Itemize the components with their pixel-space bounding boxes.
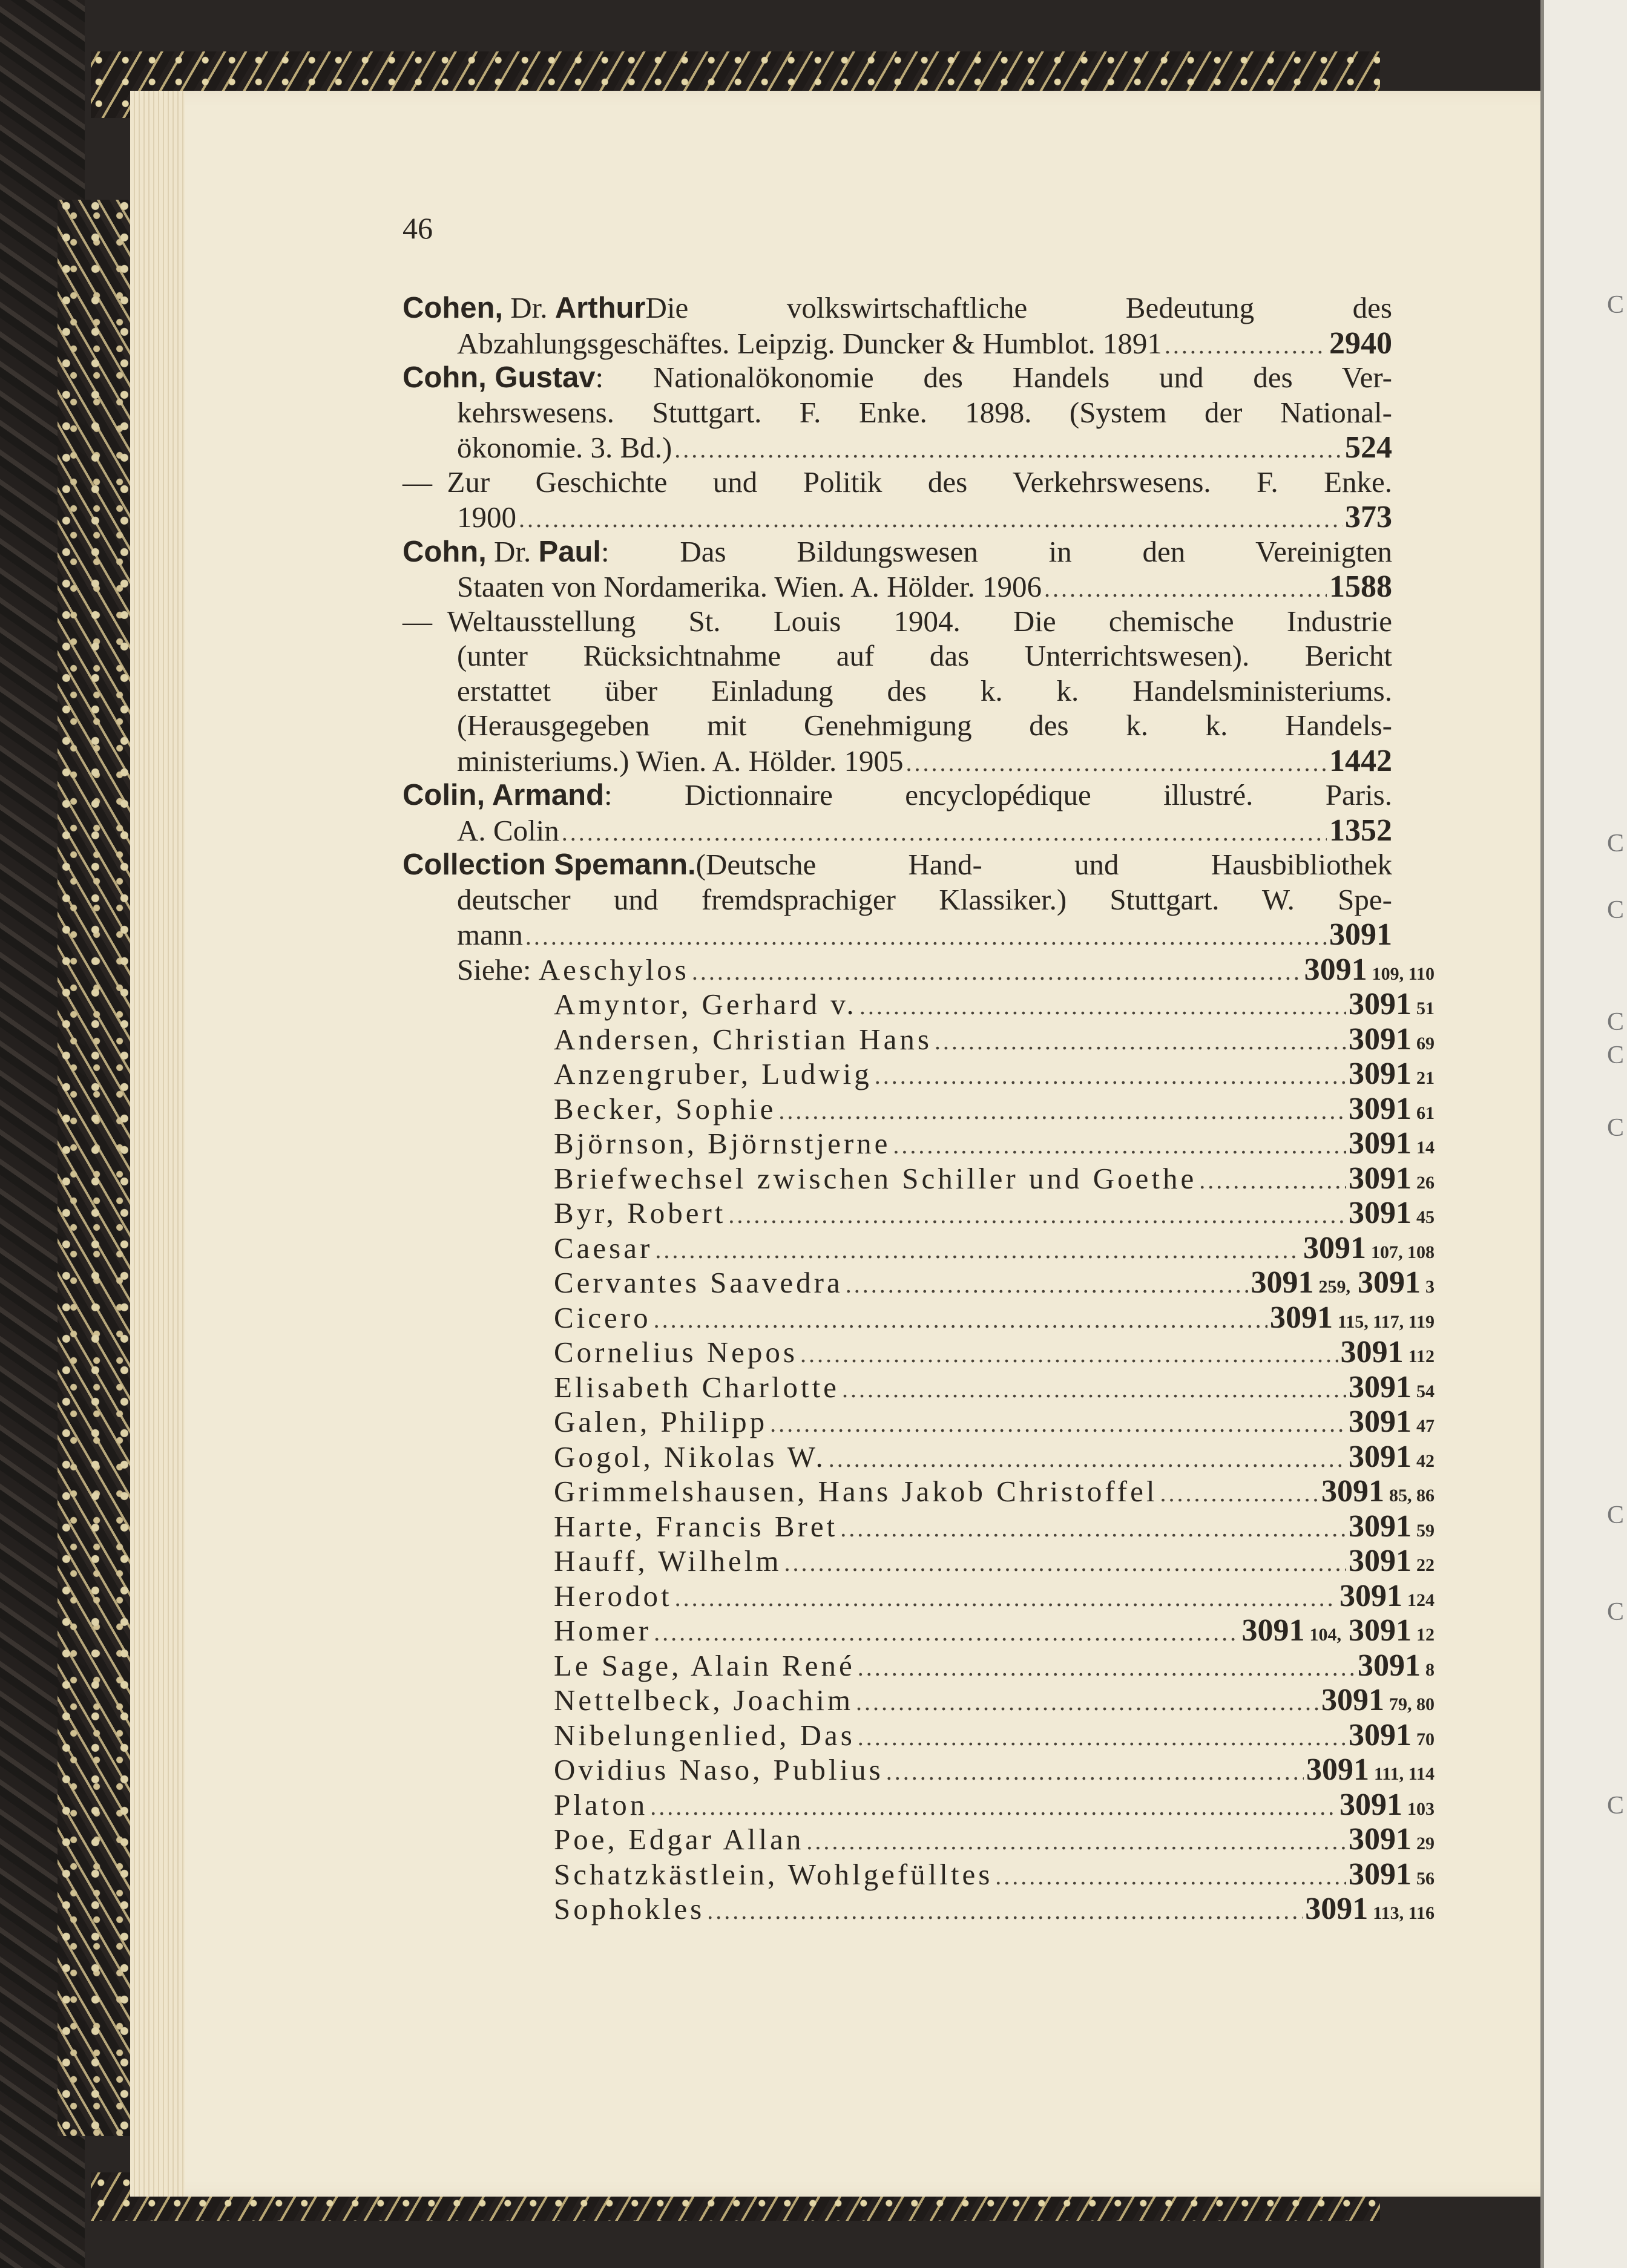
work-title: Grimmelshausen, Hans Jakob Christoffel [554, 1475, 1158, 1508]
volume-number: 26 [1416, 1172, 1435, 1193]
leader-dots [655, 1236, 1301, 1264]
catalog-number: 3091 [1304, 952, 1367, 987]
catalog-number: 3091 [1339, 1787, 1402, 1822]
leader-dots [1199, 1166, 1346, 1195]
page-number: 46 [403, 211, 433, 245]
leader-dots [1044, 574, 1327, 603]
work-title: Platon [554, 1788, 648, 1821]
work-title: Byr, Robert [554, 1196, 726, 1230]
catalog-number: 3091 [1303, 1230, 1366, 1265]
volume-number: 124 [1407, 1590, 1435, 1610]
work-title: Schatzkästlein, Wohlgefülltes [554, 1857, 993, 1891]
entry-last-line [457, 326, 1392, 362]
siehe-list-item [554, 1613, 1435, 1649]
entry-text: 1900 [457, 500, 516, 534]
leader-dots [675, 1584, 1337, 1612]
author-name: Cohen, [403, 292, 504, 324]
author-given-name: Paul [538, 535, 602, 568]
volume-number: 115, 117, 119 [1337, 1311, 1435, 1332]
catalog-number: 3091 [1321, 1474, 1384, 1509]
siehe-list-item [554, 1161, 1435, 1197]
entry-text: : Dictionnaire encyclopédique illustré. Paris. [604, 778, 1392, 811]
volume-number: 259, [1318, 1277, 1350, 1297]
facing-page-letter: C [1607, 291, 1625, 319]
siehe-list-item [554, 1091, 1435, 1127]
volume-number: 42 [1416, 1450, 1435, 1471]
facing-page-letter: C [1607, 1792, 1625, 1820]
entry-last-line [457, 743, 1392, 779]
catalog-number: 3091 [1305, 1892, 1369, 1926]
siehe-list-item [554, 1787, 1435, 1823]
leader-dots [842, 1375, 1346, 1403]
catalog-number-2: 3091 [1349, 1613, 1412, 1648]
leader-dots [800, 1340, 1338, 1368]
work-title: Poe, Edgar Allan [554, 1823, 804, 1856]
entry-text: (unter Rücksichtnahme auf das Unterrichtswesen). Bericht [457, 639, 1392, 672]
leader-dots [784, 1549, 1347, 1577]
catalog-number: 373 [1345, 500, 1392, 534]
work-title: Briefwechsel zwischen Schiller und Goethe [554, 1161, 1197, 1195]
entry-text: kehrswesens. Stuttgart. F. Enke. 1898. (System der National- [457, 395, 1392, 429]
volume-number: 69 [1416, 1033, 1435, 1054]
author-name: Colin, Armand [403, 779, 605, 811]
siehe-list-item [554, 1682, 1435, 1719]
work-title: Gogol, Nikolas W. [554, 1440, 826, 1473]
facing-page-letter: C [1607, 1041, 1625, 1069]
entry-line [457, 395, 1392, 431]
leader-dots [906, 749, 1327, 777]
volume-number: 22 [1416, 1555, 1435, 1575]
work-title: Hauff, Wilhelm [554, 1544, 782, 1578]
catalog-number: 524 [1345, 430, 1392, 465]
volume-number: 56 [1416, 1868, 1435, 1889]
entry-text: deutscher und fremdsprachiger Klassiker.) Stuttgart. W. Spe- [457, 882, 1392, 916]
volume-number: 21 [1416, 1068, 1435, 1088]
entry-text: Die volkswirtschaftliche Bedeutung des [645, 291, 1392, 324]
catalog-number: 3091 [1340, 1335, 1404, 1369]
catalog-number: 3091 [1349, 987, 1412, 1021]
entry-text: mann [457, 918, 523, 951]
leader-dots [707, 1896, 1303, 1925]
leader-dots [562, 818, 1327, 847]
siehe-list-item [554, 1265, 1435, 1301]
siehe-list-item [554, 1056, 1435, 1092]
siehe-label: Siehe: [457, 952, 539, 986]
entry-line [457, 882, 1392, 919]
volume-number-2: 3 [1425, 1277, 1435, 1297]
work-title: Cervantes Saavedra [554, 1266, 843, 1299]
siehe-list-item [554, 1439, 1435, 1475]
catalog-number: 1442 [1329, 743, 1392, 778]
leader-dots [728, 1201, 1346, 1229]
entry-text: Abzahlungsgeschäftes. Leipzig. Duncker & Humblot. 1891 [457, 326, 1162, 360]
catalog-number: 3091 [1349, 1126, 1412, 1161]
volume-number: 103 [1407, 1798, 1435, 1819]
entry-line [457, 638, 1392, 675]
volume-number: 59 [1416, 1520, 1435, 1541]
entry-text: ökonomie. 3. Bd.) [457, 431, 672, 464]
catalog-number: 3091 [1349, 1021, 1412, 1057]
volume-number: 47 [1416, 1416, 1435, 1436]
work-title: Homer [554, 1614, 652, 1647]
volume-number: 107, 108 [1371, 1242, 1435, 1262]
catalog-number: 3091 [1349, 1857, 1412, 1892]
work-title: Elisabeth Charlotte [554, 1370, 840, 1404]
work-title: Becker, Sophie [554, 1092, 777, 1126]
work-title: Caesar [554, 1231, 653, 1265]
entry-text: (Deutsche Hand- und Hausbibliothek [695, 848, 1392, 881]
catalog-number: 3091 [1349, 1509, 1412, 1544]
catalog-number: 1588 [1329, 569, 1392, 604]
siehe-list-item [554, 986, 1435, 1023]
leader-dots [674, 435, 1343, 464]
siehe-list-item [554, 1821, 1435, 1858]
volume-number: 109, 110 [1372, 963, 1435, 984]
entry-text: : Nationalökonomie des Handels und des Ver- [595, 361, 1392, 394]
leader-dots [654, 1618, 1239, 1647]
catalog-number: 3091 [1306, 1752, 1369, 1787]
entry-last-line [457, 917, 1392, 953]
catalog-number: 3091 [1349, 1439, 1412, 1474]
volume-number: 79, 80 [1389, 1694, 1435, 1714]
siehe-list-item [554, 1300, 1435, 1336]
work-title: Herodot [554, 1579, 672, 1613]
volume-number: 111, 114 [1373, 1764, 1435, 1784]
leader-dots [995, 1862, 1346, 1890]
entry-last-line [457, 813, 1392, 849]
leader-dots [875, 1061, 1346, 1090]
facing-page-letter: C [1607, 1501, 1625, 1529]
catalog-number: 3091 [1358, 1648, 1421, 1683]
catalog-number: 3091 [1349, 1822, 1412, 1857]
siehe-list-item [554, 1717, 1435, 1754]
siehe-list-item [554, 1752, 1435, 1788]
volume-number: 8 [1425, 1659, 1435, 1680]
work-title: Harte, Francis Bret [554, 1509, 838, 1543]
siehe-list-item [554, 1543, 1435, 1579]
entry-line [403, 360, 1392, 396]
siehe-list-item [554, 1195, 1435, 1231]
entry-text: Zur Geschichte und Politik des Verkehrswesens. F. Enke. [447, 465, 1392, 499]
entry-text: A. Colin [457, 813, 559, 847]
siehe-list-item [554, 1369, 1435, 1406]
leader-dots [886, 1757, 1304, 1786]
entry-last-line [457, 430, 1392, 466]
leader-dots [692, 957, 1302, 986]
work-title: Galen, Philipp [554, 1405, 768, 1438]
leader-dots [829, 1444, 1346, 1473]
catalog-number: 3091 [1349, 1369, 1412, 1404]
volume-number: 54 [1416, 1381, 1435, 1401]
work-title: Sophokles [554, 1892, 705, 1926]
volume-number: 51 [1416, 998, 1435, 1018]
catalog-number: 3091 [1349, 1544, 1412, 1578]
volume-number: 112 [1408, 1346, 1435, 1366]
work-title: Aeschylos [538, 952, 689, 986]
siehe-list-item [554, 1891, 1435, 1927]
author-name: Collection Spemann. [403, 848, 696, 881]
entry-text: (Herausgegeben mit Genehmigung des k. k. Handels- [457, 709, 1392, 742]
work-title: Björnson, Björnstjerne [554, 1127, 891, 1160]
author-name: Cohn, Gustav [403, 361, 596, 394]
facing-page-letter: C [1607, 1598, 1625, 1626]
author-title: Dr. [486, 534, 539, 568]
entry-line [403, 778, 1392, 814]
entry-text: ministeriums.) Wien. A. Hölder. 1905 [457, 744, 904, 778]
entry-last-line [457, 499, 1392, 536]
catalog-number: 3091 [1349, 1091, 1412, 1126]
work-title: Nettelbeck, Joachim [554, 1683, 854, 1717]
entry-text: : Das Bildungswesen in den Vereinigten [601, 534, 1392, 568]
entry-line [403, 604, 1392, 640]
leader-dots [840, 1514, 1346, 1542]
work-title: Ovidius Naso, Publius [554, 1753, 884, 1786]
work-title: Cicero [554, 1300, 651, 1334]
siehe-list-item [554, 1578, 1435, 1614]
catalog-number: 3091 [1251, 1265, 1314, 1300]
volume-number: 45 [1416, 1207, 1435, 1227]
facing-page-letter: C [1607, 1008, 1625, 1036]
work-title: Nibelungenlied, Das [554, 1718, 855, 1752]
leader-dots [1165, 331, 1327, 359]
leader-dots [806, 1827, 1346, 1855]
leader-dots [519, 505, 1343, 533]
author-name: Cohn, [403, 535, 487, 568]
catalog-number: 3091 [1349, 1717, 1412, 1752]
entry-text: erstattet über Einladung des k. k. Handelsministeriums. [457, 674, 1392, 707]
work-title: Cornelius Nepos [554, 1336, 798, 1369]
entry-line [403, 534, 1392, 571]
repeat-author-dash: — [403, 604, 447, 638]
repeat-author-dash: — [403, 465, 447, 499]
leader-dots [858, 1723, 1346, 1751]
volume-number: 113, 116 [1373, 1903, 1435, 1923]
entry-last-line [457, 569, 1392, 605]
entry-line [403, 465, 1392, 501]
leader-dots [893, 1131, 1346, 1159]
catalog-number: 3091 [1339, 1578, 1402, 1613]
entry-line [457, 708, 1392, 744]
catalog-number: 3091 [1349, 1404, 1412, 1439]
entry-line [457, 674, 1392, 710]
volume-number: 70 [1416, 1729, 1435, 1749]
leader-dots [846, 1270, 1249, 1299]
leader-dots [525, 922, 1327, 951]
author-title: Dr. [503, 291, 555, 324]
work-title: Anzengruber, Ludwig [554, 1057, 872, 1090]
siehe-list-item [554, 1230, 1435, 1267]
entry-line [403, 290, 1392, 327]
siehe-list-item [554, 1334, 1435, 1371]
volume-number-2: 12 [1416, 1625, 1435, 1645]
catalog-number: 3091 [1349, 1057, 1412, 1091]
siehe-list-item [554, 1509, 1435, 1545]
leader-dots [858, 1653, 1355, 1682]
siehe-list-item [554, 1021, 1435, 1058]
leader-dots [856, 1688, 1319, 1716]
leader-dots [650, 1792, 1337, 1821]
catalog-number: 1352 [1329, 813, 1392, 848]
volume-number: 14 [1416, 1138, 1435, 1158]
catalog-number: 3091 [1241, 1613, 1305, 1648]
catalog-number: 3091 [1349, 1161, 1412, 1196]
volume-number: 29 [1416, 1834, 1435, 1853]
work-title: Andersen, Christian Hans [554, 1022, 932, 1056]
volume-number: 104, [1309, 1625, 1341, 1645]
leader-dots [860, 992, 1346, 1020]
entry-text: Weltausstellung St. Louis 1904. Die chemische Industrie [447, 604, 1392, 638]
facing-page-letter: C [1607, 896, 1625, 924]
leader-dots [770, 1409, 1346, 1438]
volume-number: 85, 86 [1389, 1486, 1435, 1506]
catalog-number-2: 3091 [1358, 1265, 1421, 1300]
catalog-number: 3091 [1329, 917, 1392, 952]
siehe-list-item [554, 1126, 1435, 1162]
catalog-number: 3091 [1269, 1300, 1333, 1335]
facing-page-letter: C [1607, 1114, 1625, 1142]
leader-dots [778, 1096, 1346, 1125]
entry-line [403, 847, 1392, 883]
catalog-number: 3091 [1321, 1683, 1384, 1717]
leader-dots [935, 1027, 1346, 1055]
catalog-number: 3091 [1349, 1196, 1412, 1230]
siehe-list-item [554, 1648, 1435, 1684]
work-title: Amyntor, Gerhard v. [554, 988, 857, 1021]
volume-number: 61 [1416, 1103, 1435, 1123]
siehe-list-item [457, 952, 1435, 988]
leader-dots [654, 1305, 1267, 1334]
entry-text: Staaten von Nordamerika. Wien. A. Hölder. 1906 [457, 570, 1042, 603]
siehe-list-item [554, 1473, 1435, 1510]
facing-page-letter: C [1607, 830, 1625, 857]
work-title: Le Sage, Alain René [554, 1648, 855, 1682]
leader-dots [1160, 1479, 1319, 1507]
author-given-name: Arthur [554, 292, 646, 324]
siehe-list-item [554, 1404, 1435, 1440]
catalog-number: 2940 [1329, 326, 1392, 361]
siehe-list-item [554, 1857, 1435, 1893]
